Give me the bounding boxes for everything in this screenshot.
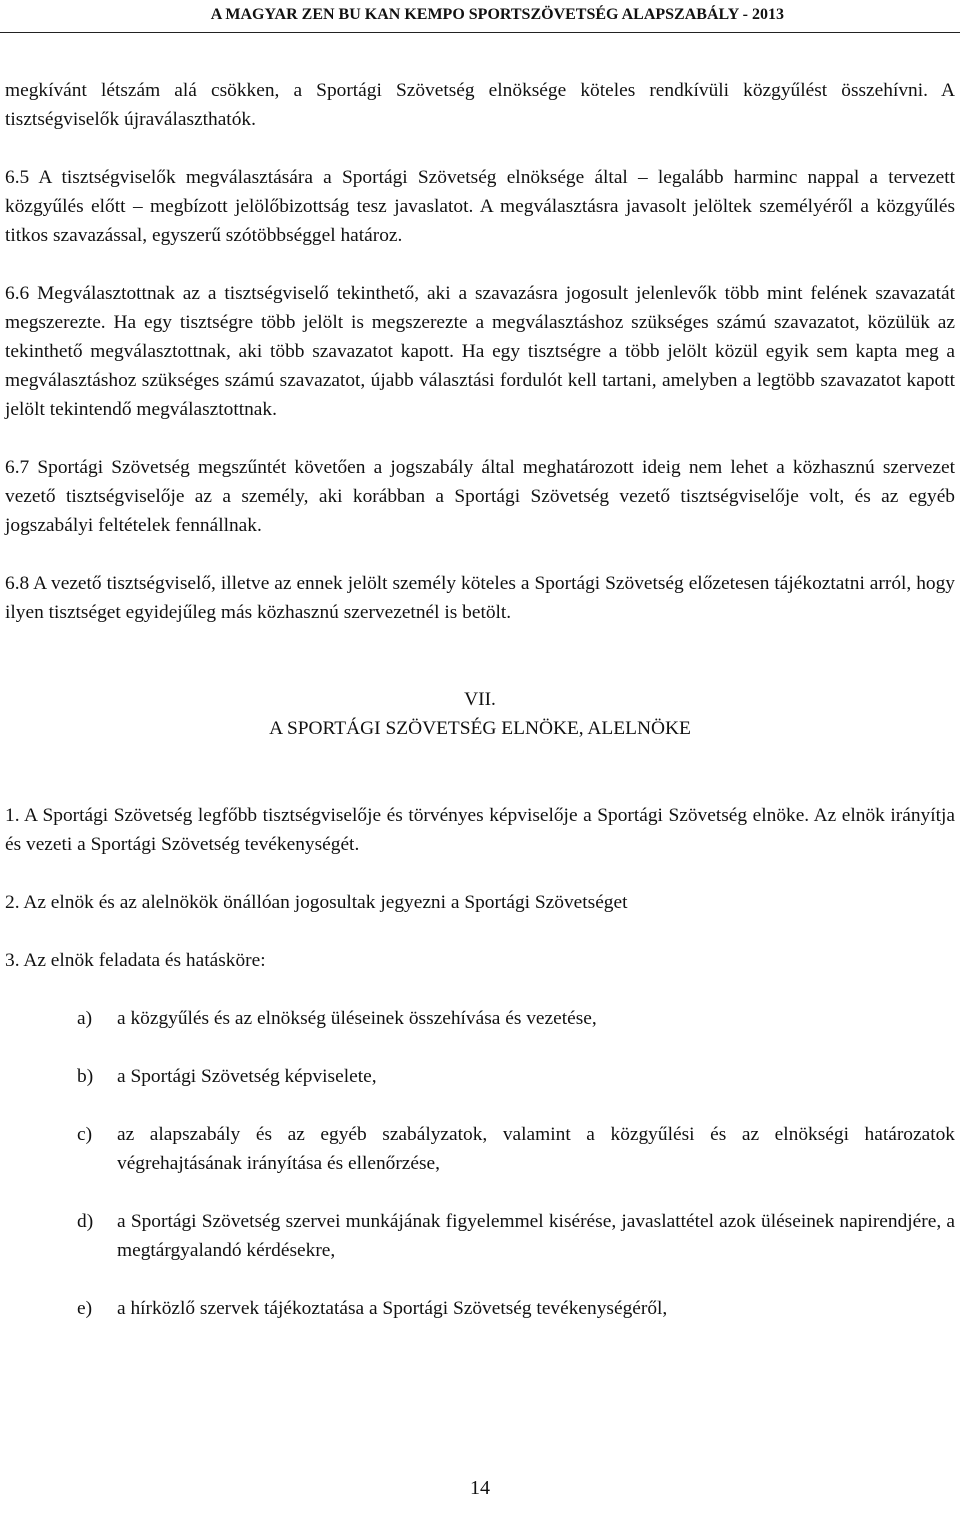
list-item-text: a hírközlő szervek tájékoztatása a Sportági Szövetség tevékenységéről,: [117, 1298, 668, 1319]
list-item: [77, 1062, 955, 1091]
duties-list: [5, 1004, 955, 1323]
list-item-text: a közgyűlés és az elnökség üléseinek összehívása és vezetése,: [117, 1008, 597, 1029]
header-divider: [0, 32, 960, 33]
paragraph-6-8: 6.8 A vezető tisztségviselő, illetve az ennek jelölt személy köteles a Sportági Szövetség előzetesen tájékoztatni arról, hogy ilyen tisztséget egyidejűleg más közhasznú szervezetnél is betölt.: [5, 573, 955, 623]
list-item-label: d): [77, 1211, 94, 1232]
list-item-label: e): [77, 1298, 93, 1319]
list-item-text: a Sportági Szövetség szervei munkájának figyelemmel kisérése, javaslattétel azok üléseinek napirendjére, a megtárgyalandó kérdésekre,: [117, 1211, 955, 1261]
paragraph-continuation: megkívánt létszám alá csökken, a Sportági Szövetség elnöksége köteles rendkívüli közgyűlést összehívni. A tisztségviselők újraválaszthatók.: [5, 80, 955, 130]
list-item: [77, 1120, 955, 1178]
list-item: [77, 1207, 955, 1265]
paragraph-6-5: 6.5 A tisztségviselők megválasztására a Sportági Szövetség elnöksége által – legalább harminc nappal a tervezett közgyűlés előtt – megbízott jelölőbizottság tesz javaslatot. A megválasztásra javasolt jelöltek személyéről a közgyűlés titkos szavazással, egyszerű szótöbbséggel határoz.: [5, 167, 955, 246]
page-header: A MAGYAR ZEN BU KAN KEMPO SPORTSZÖVETSÉG ALAPSZABÁLY - 2013: [210, 6, 784, 23]
list-item-text: az alapszabály és az egyéb szabályzatok, valamint a közgyűlési és az elnökségi határozatok végrehajtásának irányítása és ellenőrzése,: [117, 1124, 955, 1174]
list-item-text: a Sportági Szövetség képviselete,: [117, 1066, 377, 1087]
list-item-label: a): [77, 1008, 93, 1029]
list-item: [77, 1004, 955, 1033]
section-title: A SPORTÁGI SZÖVETSÉG ELNÖKE, ALELNÖKE: [269, 718, 691, 739]
list-item-label: b): [77, 1066, 94, 1087]
document-body: [5, 76, 955, 1323]
section-number: VII.: [464, 689, 496, 710]
list-item: [77, 1294, 955, 1323]
point-1: 1. A Sportági Szövetség legfőbb tisztségviselője és törvényes képviselője a Sportági Szövetség elnöke. Az elnök irányítja és vezeti a Sportági Szövetség tevékenységét.: [5, 805, 955, 855]
paragraph-6-6: 6.6 Megválasztottnak az a tisztségviselő tekinthető, aki a szavazásra jogosult jelenlevők több mint felének szavazatát megszerezte. Ha egy tisztségre több jelölt is megszerezte a megválasztáshoz szükséges számú szavazatot, közülük az tekinthető megválasztottnak, aki több szavazatot kapott. Ha egy tisztségre a több jelölt közül egyik sem kapta meg a megválasztáshoz szükséges számú szavazatot, újabb választási fordulót kell tartani, amelyben a legtöbb szavazatot kapott jelölt tekintendő megválasztottnak.: [5, 283, 955, 420]
point-2: 2. Az elnök és az alelnökök önállóan jogosultak jegyezni a Sportági Szövetséget: [5, 892, 628, 913]
paragraph-6-7: 6.7 Sportági Szövetség megszűntét követően a jogszabály által meghatározott ideig nem lehet a közhasznú szervezet vezető tisztségviselője az a személy, aki korábban a Sportági Szövetség vezető tisztségviselője volt, és az egyéb jogszabályi feltételek fennállnak.: [5, 457, 955, 536]
list-item-label: c): [77, 1124, 93, 1145]
point-3: 3. Az elnök feladata és hatásköre:: [5, 950, 266, 971]
page-number: 14: [470, 1477, 490, 1499]
